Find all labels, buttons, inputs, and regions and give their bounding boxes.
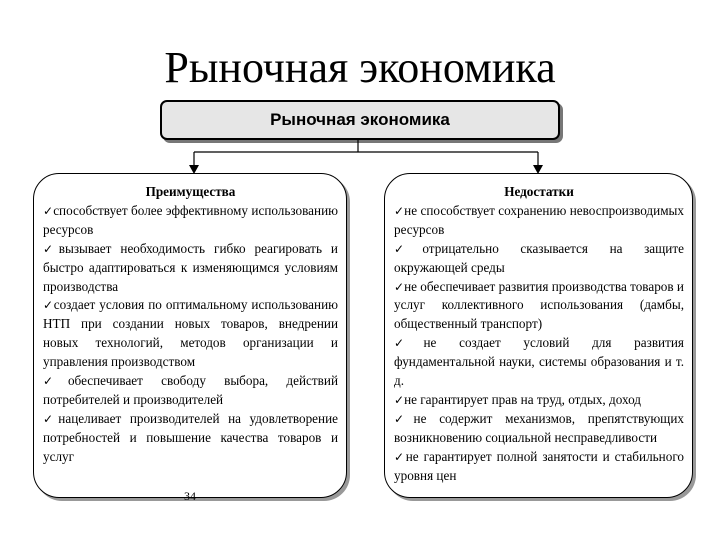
disadvantages-item-text: не обеспечивает развития производства товаров и услуг коллективного использования (дамбы, общественный транспорт) [394, 278, 684, 332]
advantages-list [43, 202, 338, 467]
check-icon: ✓ [394, 241, 423, 256]
disadvantages-item [394, 448, 684, 486]
advantages-item [43, 202, 338, 240]
root-node-label: Рыночная экономика [270, 110, 450, 129]
advantages-item [43, 296, 338, 372]
disadvantages-item [394, 391, 684, 410]
disadvantages-item [394, 334, 684, 391]
slide-title: Рыночная экономика [164, 43, 556, 92]
advantages-item [43, 410, 338, 467]
advantages-item-text: нацеливает производителей на удовлетворение потребностей и повышение качества товаров и услуг [43, 410, 338, 464]
disadvantages-item [394, 278, 684, 335]
check-icon: ✓ [394, 279, 405, 294]
check-icon: ✓ [43, 203, 54, 218]
advantages-item-text: способствует более эффективному использованию ресурсов [43, 202, 338, 237]
check-icon: ✓ [43, 411, 59, 426]
disadvantages-item [394, 410, 684, 448]
disadvantages-panel [384, 173, 693, 498]
disadvantages-item-text: отрицательно сказывается на защите окружающей среды [394, 240, 684, 275]
disadvantages-list [394, 202, 684, 486]
advantages-item [43, 240, 338, 297]
disadvantages-title: Недостатки [504, 184, 574, 199]
check-icon: ✓ [394, 449, 406, 464]
advantages-panel [33, 173, 347, 504]
advantages-item [43, 372, 338, 410]
advantages-item-text: создает условия по оптимальному использованию НТП при создании новых товаров, внедрении новых технологий, методов организации и управления производством [43, 297, 338, 370]
check-icon: ✓ [394, 392, 405, 407]
advantages-title: Преимущества [145, 184, 236, 199]
check-icon: ✓ [394, 203, 405, 218]
disadvantages-item-text: не гарантирует прав на труд, отдых, доход [404, 391, 642, 407]
disadvantages-item-text: не создает условий для развития фундаментальной науки, системы образования и т. д. [394, 335, 685, 389]
disadvantages-item-text: не способствует сохранению невоспроизводимых ресурсов [394, 202, 684, 237]
check-icon: ✓ [43, 241, 59, 256]
disadvantages-item-text: не гарантирует полной занятости и стабильного уровня цен [394, 448, 684, 483]
check-icon: ✓ [43, 298, 54, 313]
disadvantages-item-text: не содержит механизмов, препятствующих возникновению социальной несправедливости [394, 410, 684, 445]
page-number: 34 [184, 489, 196, 504]
check-icon: ✓ [394, 336, 424, 351]
disadvantages-item [394, 202, 684, 240]
check-icon: ✓ [43, 374, 68, 389]
advantages-item-text: вызывает необходимость гибко реагировать и быстро адаптироваться к изменяющимся условиям производства [43, 240, 338, 294]
advantages-item-text: обеспечивает свободу выбора, действий потребителей и производителей [43, 373, 338, 407]
disadvantages-item [394, 240, 684, 278]
check-icon: ✓ [394, 411, 414, 426]
